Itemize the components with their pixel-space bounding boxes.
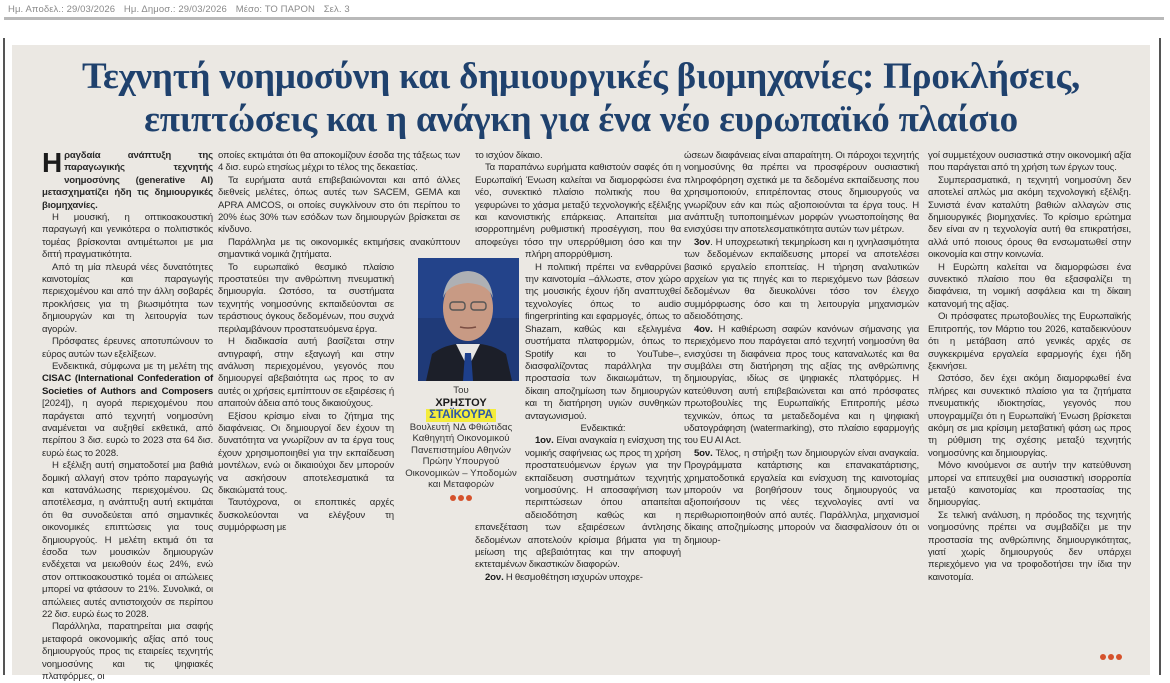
article-paragraph (218, 150, 460, 175)
column-5 (928, 150, 1131, 584)
paragraph-text: Η μουσική, η οπτικοακουστική παραγωγή και γενικότερα ο πολιτιστικός τομέας βρίσκονται αντιμέτωποι με μια διττή πραγματικότητα. (42, 212, 213, 261)
article-paragraph (928, 262, 1131, 312)
header-rule (4, 17, 1164, 20)
paragraph-text: Ενδεικτικά, σύμφωνα με τη μελέτη της (52, 360, 213, 372)
date-published: Ημ. Δημοσ.: 29/03/2026 (123, 4, 227, 15)
bold-text: CISAC (International Confederation of Societies of Authors and Composers (42, 373, 213, 397)
date-filed: Ημ. Αποδελ.: 29/03/2026 (8, 4, 116, 15)
clipping-metadata (8, 4, 356, 15)
page-number: Σελ. 3 (323, 4, 350, 15)
paragraph-text: Από τη μία πλευρά νέες δυνατότητες καινοτομίας και παραγωγής περιεχομένου και από την άλλη σοβαρές προκλήσεις για τη βιωσιμότητα των δημιουργών και τη λειτουργία των αγορών. (42, 261, 213, 335)
author-box (398, 255, 524, 501)
column-1 (42, 147, 213, 683)
article-paragraph (928, 150, 1131, 175)
paragraph-text: Η εξέλιξη αυτή σηματοδοτεί μια βαθιά δομική αλλαγή στον τρόπο παραγωγής και κατανάλωσης περιεχομένου. Ως αποτέλεσμα, η ανάπτυξη αυτή εκτιμάται ότι θα συνοδεύεται από σημαντικές οικονομικές επιπτώσεις για τους δημιουργούς. Η μελέτη εκτιμά ότι τα έσοδα των μουσικών δημιουργών ενδέχεται να μειωθούν έως 24%, ενώ στον οπτικοακουστικό τομέα οι απώλειες μπορεί να φτάσουν το 21%. Συνολικά, οι απώλειες αυτές αντιστοιχούν σε περίπου 22 δισ. ευρώ έως το 2028. (42, 460, 213, 621)
paragraph-text: Η θεσμοθέτηση ισχυρών υποχρε- (503, 571, 643, 583)
bold-text: 2ον. (485, 571, 504, 583)
paragraph-text: Η διαδικασία αυτή βασίζεται στην αντιγραφή, στην εξαγωγή και στην ανάλυση περιεχομένου, γεγονός που δημιουργεί αβεβαιότητα ως προς το αν αυτές οι χρήσεις εμπίπτουν σε εξαιρέσεις ή απαιτούν άδεια από τους δικαιούχους. (218, 336, 394, 410)
paragraph-text: Τέλος, η στήριξη των δημιουργών είναι αναγκαία. Προγράμματα κατάρτισης και επανακατάρτισης, χρηματοδοτικά εργαλεία και ενίσχυση της καινοτομίας μπορούν να βοηθήσουν τους δημιουργούς να αξιοποιήσουν τις νέες τεχνολογίες αντί να περιθωριοποιηθούν από αυτές. Παράλληλα, μηχανισμοί δίκαιης αποζημίωσης μπορούν να διασφαλίσουν ότι οι δημιουρ- (684, 447, 919, 546)
article-paragraph (928, 311, 1131, 373)
lead-text: ραγδαία ανάπτυξη της παραγωγικής τεχνητής νοημοσύνης (generative AI) μετασχηματίζει ήδη τις δημιουργικές βιομηχανίες. (42, 150, 213, 211)
paragraph-text: Παράλληλα με τις οικονομικές εκτιμήσεις ανακύπτουν σημαντικά νομικά ζητήματα. (218, 236, 460, 261)
author-first-name: ΧΡΗΣΤΟΥ (435, 396, 487, 409)
article-paragraph (42, 361, 213, 460)
author-role-former-minister: Πρώην Υπουργού Οικονομικών – Υποδομών και Μεταφορών (405, 456, 517, 490)
frame-right-border (1159, 38, 1161, 675)
article-paragraph (928, 510, 1131, 584)
paragraph-text: Είναι αναγκαία η ενίσχυση της νομικής σαφήνειας ως προς τη χρήση προστατευόμενων έργων για την εκπαίδευση συστημάτων τεχνητής νοημοσύνης. Η αποσαφήνιση των περιπτώσεων όπου απαιτείται αδειοδότηση καθώς και η επανεξέταση των εξαιρέσεων άντλησης δεδομένων αποτελούν κρίσιμα βήματα για τη μείωση της αβεβαιότητας και την αποφυγή εκτεταμένων δικαστικών διαφορών. (475, 435, 681, 571)
paragraph-text: Η πολιτική πρέπει να ενθαρρύνει την καινοτομία –άλλωστε, στον χώρο της μουσικής έχουν ήδη αναπτυχθεί τεχνολογίες όπως το audio fingerprinting και εφαρμογές, όπως το Shazam, καθώς και εξελιγμένα συστήματα πλατφορμών, όπως το Spotify και το YouTube–, διασφαλίζοντας παράλληλα την προστασία των δικαιωμάτων, τη δίκαιη αποζημίωση των δημιουργών και τη διατήρηση υγιών συνθηκών ανταγωνισμού. (525, 261, 681, 422)
paragraph-text: Το ευρωπαϊκό θεσμικό πλαίσιο προστατεύει την ανθρώπινη πνευματική δημιουργία. Ωστόσο, τα συστήματα τεχνητής νοημοσύνης εκπαιδεύονται σε τεράστιους όγκους δεδομένων, που συχνά περιλαμβάνουν προστατευόμενα έργα. (218, 261, 394, 335)
paragraph-text: το ισχύον δίκαιο. (475, 150, 543, 161)
lead-paragraph (42, 147, 213, 212)
drop-cap: Η (42, 147, 63, 178)
bold-text: 4ον. (694, 323, 713, 335)
article-paragraph (928, 460, 1131, 510)
author-prefix: Του (453, 385, 469, 396)
title-line-2: επιπτώσεις και η ανάγκη για ένα νέο ευρωπαϊκό πλαίσιο (144, 99, 1018, 140)
article-paragraph (218, 175, 460, 237)
column-4 (684, 150, 919, 547)
article-paragraph (42, 621, 213, 683)
article-paragraph (684, 448, 919, 547)
paragraph-text: Τα παραπάνω ευρήματα καθιστούν σαφές ότι η Ευρωπαϊκή Ένωση καλείται να διαμορφώσει ένα νέο, συνεκτικό πλαίσιο πολιτικής που θα γεφυρώνει το χάσμα μεταξύ τεχνολογικής εξέλιξης και κανονιστικής επάρκειας. Απαιτείται μια ισορροπημένη ρυθμιστική προσέγγιση, που θα αποφεύγει τόσο την υπερρύθμιση όσο και την πλήρη απορρύθμιση. (475, 162, 681, 261)
article-paragraph (928, 373, 1131, 460)
bold-text: 1ον. (535, 435, 554, 447)
paragraph-text: Η Ευρώπη καλείται να διαμορφώσει ένα συνεκτικό πλαίσιο που θα εξασφαλίζει τη διαφάνεια, τη νομική ασφάλεια και τη δίκαιη κατανομή της αξίας. (928, 261, 1131, 310)
paragraph-text: ώσεων διαφάνειας είναι απαραίτητη. Οι πάροχοι τεχνητής νοημοσύνης θα πρέπει να προσφέρουν ουσιαστική πληροφόρηση σχετικά με τα δεδομένα εκπαίδευσης που χρησιμοποιούν, επιτρέποντας στους δημιουργούς να γνωρίζουν εάν και πώς αξιοποιούνται τα έργα τους. Η ανάπτυξη τυποποιημένων μορφών γνωστοποίησης θα ενισχύσει την αποτελεσματικότητα αυτών των μέτρων. (684, 150, 919, 236)
paragraph-text: Σε τελική ανάλυση, η πρόοδος της τεχνητής νοημοσύνης πρέπει να συμβαδίζει με την προστασία της ανθρώπινης δημιουργικότητας, γιατί χωρίς δημιουργούς δεν υπάρχει περιεχόμενο για να τροφοδοτήσει την ίδια την καινοτομία. (928, 509, 1131, 583)
article-paragraph (475, 150, 681, 162)
article-paragraph (684, 150, 919, 237)
medium: Μέσο: ΤΟ ΠΑΡΟΝ (235, 4, 315, 15)
paragraph-text: . Η υποχρεωτική τεκμηρίωση και η ιχνηλασιμότητα των δεδομένων εκπαίδευσης μπορεί να αποτελέσει βασικό εργαλείο εποπτείας. Η τήρηση αναλυτικών αρχείων για τις πηγές και το περιεχόμενο των βάσεων δεδομένων θα διευκολύνει τόσο τον έλεγχο συμμόρφωσης όσο και τη λειτουργία μηχανισμών αδειοδότησης. (684, 236, 919, 323)
author-photo (418, 258, 519, 381)
author-role-mp: Βουλευτή ΝΔ Φθιώτιδας (409, 421, 513, 433)
paragraph-text: Η καθιέρωση σαφών κανόνων σήμανσης για περιεχόμενο που παράγεται από τεχνητή νοημοσύνη θα ενισχύσει τη διαφάνεια προς τους καταναλωτές και θα συμβάλει στη διατήρηση της αξίας της ανθρώπινης δημιουργίας, ιδίως σε ψηφιακές πλατφόρμες. Η κατεύθυνση αυτή επιβεβαιώνεται και από πρόσφατες πρωτοβουλίες της Ευρωπαϊκής Επιτροπής μέσω τεχνικών, όπως τα μεταδεδομένα και η ψηφιακή υδατογράφηση (watermarking), στο πλαίσιο εφαρμογής του EU AI Act. (684, 323, 919, 447)
paragraph-text: Ωστόσο, δεν έχει ακόμη διαμορφωθεί ένα πλήρες και συνεκτικό πλαίσιο για τα ζητήματα πνευματικής ιδιοκτησίας, γεγονός που υπογραμμίζει ότι η Ευρωπαϊκή Ένωση βρίσκεται ακόμη σε μια κρίσιμη μεταβατική φάση ως προς τη ρύθμιση της σχέσης μεταξύ τεχνητής νοημοσύνης και δημιουργίας. (928, 373, 1131, 459)
paragraph-text: Τα ευρήματα αυτά επιβεβαιώνονται και από άλλες διεθνείς μελέτες, όπως αυτές των SACEM, GEMA και APRA AMCOS, οι οποίες συγκλίνουν στο ότι περίπου το 20% έως 30% των εσόδων των δημιουργών βρίσκεται σε κίνδυνο. (218, 174, 460, 236)
paragraph-text: Ενδεικτικά: (580, 422, 626, 434)
article-paragraph (42, 212, 213, 262)
paragraph-text: Οι πρόσφατες πρωτοβουλίες της Ευρωπαϊκής Επιτροπής, τον Μάρτιο του 2026, καταδεικνύουν ότι η μετάβαση από γενικές αρχές σε συγκεκριμένα εργαλεία εφαρμογής έχει ήδη ξεκινήσει. (928, 311, 1131, 372)
paragraph-text: Πρόσφατες έρευνες αποτυπώνουν το εύρος αυτών των εξελίξεων. (42, 336, 213, 360)
article-paragraph (42, 336, 213, 361)
title-line-1: Τεχνητή νοημοσύνη και δημιουργικές βιομηχανίες: Προκλήσεις, (81, 56, 1081, 97)
author-surname: ΣΤΑΪΚΟΥΡΑ (426, 409, 496, 422)
paragraph-text: Ταυτόχρονα, οι εποπτικές αρχές δυσκολεύονται να ελέγξουν τη συμμόρφωση με (218, 497, 394, 534)
article-paragraph (42, 460, 213, 621)
author-role-professor: Καθηγητή Οικονομικού Πανεπιστημίου Αθηνών (411, 433, 511, 456)
article-paragraph (475, 572, 681, 584)
paragraph-text: γοί συμμετέχουν ουσιαστικά στην οικονομική αξία που παράγεται από τη χρήση των έργων τους. (928, 150, 1131, 174)
article-title (12, 55, 1150, 141)
paragraph-text: Παράλληλα, παρατηρείται μια σαφής μεταφορά οικονομικής αξίας από τους δημιουργούς προς τις εταιρείες τεχνητής νοημοσύνης και τις ψηφιακές πλατφόρμες, οι (42, 621, 213, 683)
bold-text: 5ον. (694, 447, 713, 459)
paragraph-text: Εξίσου κρίσιμο είναι το ζήτημα της διαφάνειας. Οι δημιουργοί δεν έχουν τη δυνατότητα να γνωρίζουν αν τα έργα τους έχουν χρησιμοποιηθεί για την εκπαίδευση μοντέλων, ενώ οι δικαιούχοι δεν μπορούν να ασκήσουν αποτελεσματικά τα δικαιώματά τους. (218, 410, 394, 496)
article-end-dots (1100, 654, 1122, 660)
article-paragraph (42, 262, 213, 336)
frame-left-border (3, 38, 5, 675)
article-paragraph (475, 162, 681, 261)
paragraph-text: [2024]), η αγορά περιεχομένου που παράγεται από τεχνητή νοημοσύνη αναμένεται να αυξηθεί εκθετικά, από περίπου 3 δισ. ευρώ το 2023 στα 64 δισ. ευρώ έως το 2028. (42, 398, 213, 459)
article-paragraph (928, 175, 1131, 262)
paragraph-text: Μόνο κινούμενοι σε αυτήν την κατεύθυνση μπορεί να επιτευχθεί μια ουσιαστική ισορροπία μεταξύ καινοτομίας και προστασίας της δημιουργίας. (928, 460, 1131, 509)
ornament-dots (398, 495, 524, 501)
article-paragraph (684, 237, 919, 324)
article-paragraph (684, 324, 919, 448)
bold-text: 3ον (694, 236, 711, 248)
paragraph-text: οποίες εκτιμάται ότι θα αποκομίζουν έσοδα της τάξεως των 4 δισ. ευρώ ετησίως μέχρι το τέλος της δεκαετίας. (218, 150, 460, 174)
paragraph-text: Συμπερασματικά, η τεχνητή νοημοσύνη δεν αποτελεί απλώς μια ακόμη τεχνολογική εξέλιξη. Συνιστά έναν καταλύτη βαθιών αλλαγών στις δημιουργικές βιομηχανίες. Το κρίσιμο ερώτημα δεν είναι αν η τεχνολογία αυτή θα επικρατήσει, αλλά υπό ποιους όρους θα ενσωματωθεί στην οικονομία και στην κοινωνία. (928, 174, 1131, 261)
